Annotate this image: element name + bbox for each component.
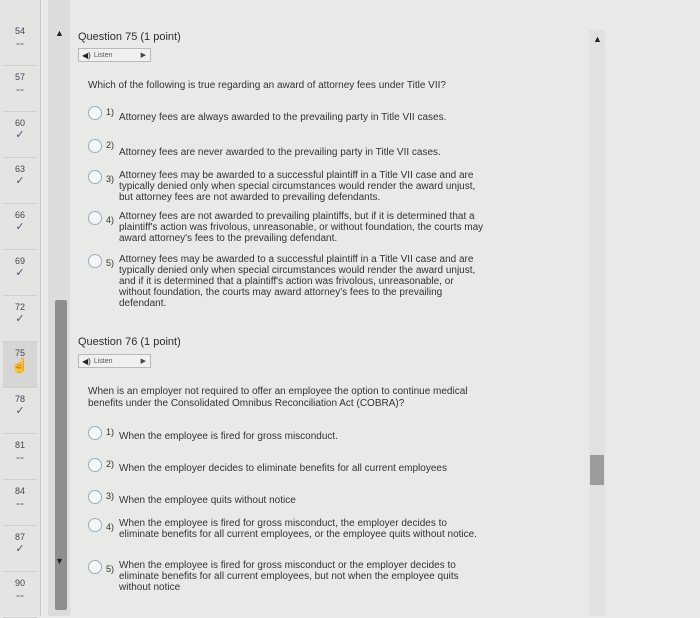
unanswered-dash: -- [16,36,24,50]
scroll-up-arrow-icon[interactable]: ▲ [55,28,64,38]
page-scrollbar-thumb[interactable] [590,455,604,485]
check-icon: ✓ [15,543,25,555]
unanswered-dash: -- [16,496,24,510]
nav-question-72[interactable] [3,296,37,342]
check-icon: ✓ [15,221,25,233]
option-number: 1) [106,427,115,437]
nav-question-number: 54 [14,26,25,36]
option-number: 2) [106,140,115,150]
nav-question-number: 57 [14,72,25,82]
check-icon: ✓ [15,405,25,417]
nav-question-81[interactable] [3,434,37,480]
nav-question-number: 87 [14,532,25,542]
radio-button[interactable] [88,458,102,472]
nav-question-number: 60 [14,118,25,128]
option-text: When the employer decides to eliminate benefits for all current employees [119,463,447,474]
nav-question-54[interactable] [3,20,37,66]
option-text: Attorney fees are never awarded to the prevailing party in Title VII cases. [119,147,441,158]
unanswered-dash: -- [16,588,24,602]
option-number: 3) [106,174,115,184]
check-icon: ✓ [15,267,25,279]
nav-question-number: 84 [14,486,25,496]
option-text: When the employee is fired for gross misconduct, the employer decides to eliminate benefits for all current employees, or the employee quits without notice. [119,518,477,540]
nav-question-number: 75 [14,348,25,358]
page-scrollbar-track[interactable] [589,30,605,616]
radio-button[interactable] [88,254,102,268]
radio-button[interactable] [88,518,102,532]
radio-button[interactable] [88,139,102,153]
nav-question-69[interactable] [3,250,37,296]
listen-button-q76[interactable] [78,354,151,368]
listen-label: Listen [93,357,113,365]
play-icon: ▶ [140,358,146,365]
page-scroll-up-arrow-icon[interactable]: ▲ [593,34,602,44]
option-text: Attorney fees may be awarded to a successful plaintiff in a Title VII case and are typically denied only when special circumstances would render the award unjust, and if it is determined that a plaintiff's action was frivolous, unreasonable, or without foundation, the courts may award attorney's fees to the prevailing defendant. [119,254,476,309]
play-icon: ▶ [140,52,146,59]
unanswered-dash: -- [16,450,24,464]
option-number: 4) [106,522,115,532]
nav-question-number: 66 [14,210,25,220]
option-number: 5) [106,564,115,574]
question-navigator [0,0,41,616]
nav-question-87[interactable] [3,526,37,572]
nav-question-57[interactable] [3,66,37,112]
nav-question-90[interactable] [3,572,37,618]
nav-question-66[interactable] [3,204,37,250]
question-75-title: Question 75 (1 point) [78,31,181,43]
speaker-icon: ◀) [82,50,91,60]
option-text: When the employee quits without notice [119,495,296,506]
question-76-text: When is an employer not required to offer an employee the option to continue medical benefits under the Consolidated Omnibus Reconciliation Act (COBRA)? [88,386,468,409]
radio-button[interactable] [88,106,102,120]
listen-label: Listen [93,51,113,59]
pointer-hand-icon: ☝ [11,357,29,373]
nav-question-number: 81 [14,440,25,450]
question-75-text: Which of the following is true regarding an award of attorney fees under Title VII? [88,80,446,91]
nav-question-number: 72 [14,302,25,312]
option-number: 1) [106,107,115,117]
nav-question-number: 78 [14,394,25,404]
radio-button[interactable] [88,490,102,504]
check-icon: ✓ [15,313,25,325]
check-icon: ✓ [15,129,25,141]
nav-question-number: 69 [14,256,25,266]
option-text: When the employee is fired for gross misconduct. [119,431,338,442]
question-76-title: Question 76 (1 point) [78,336,181,348]
radio-button[interactable] [88,560,102,574]
nav-question-63[interactable] [3,158,37,204]
listen-button-q75[interactable] [78,48,151,62]
option-number: 5) [106,258,115,268]
scroll-down-arrow-icon[interactable]: ▼ [55,556,64,566]
option-text: When the employee is fired for gross misconduct or the employer decides to eliminate benefits for all current employees, but not when the employee quits without notice [119,560,459,593]
radio-button[interactable] [88,426,102,440]
nav-question-84[interactable] [3,480,37,526]
option-text: Attorney fees may be awarded to a successful plaintiff in a Title VII case and are typically denied only when special circumstances would render the award unjust, but attorney fees are not awarded to prevailing defendants. [119,170,476,203]
speaker-icon: ◀) [82,356,91,366]
radio-button[interactable] [88,211,102,225]
nav-question-number: 63 [14,164,25,174]
nav-question-75[interactable] [3,342,37,388]
unanswered-dash: -- [16,82,24,96]
nav-question-60[interactable] [3,112,37,158]
option-text: Attorney fees are always awarded to the prevailing party in Title VII cases. [119,112,447,123]
option-text: Attorney fees are not awarded to prevailing plaintiffs, but if it is determined that a plaintiff's action was frivolous, unreasonable, or without foundation, the courts may award attorney's fees to the prevailing defendant. [119,211,484,244]
option-number: 3) [106,491,115,501]
nav-question-number: 90 [14,578,25,588]
radio-button[interactable] [88,170,102,184]
option-number: 4) [106,215,115,225]
check-icon: ✓ [15,175,25,187]
nav-question-78[interactable] [3,388,37,434]
option-number: 2) [106,459,115,469]
